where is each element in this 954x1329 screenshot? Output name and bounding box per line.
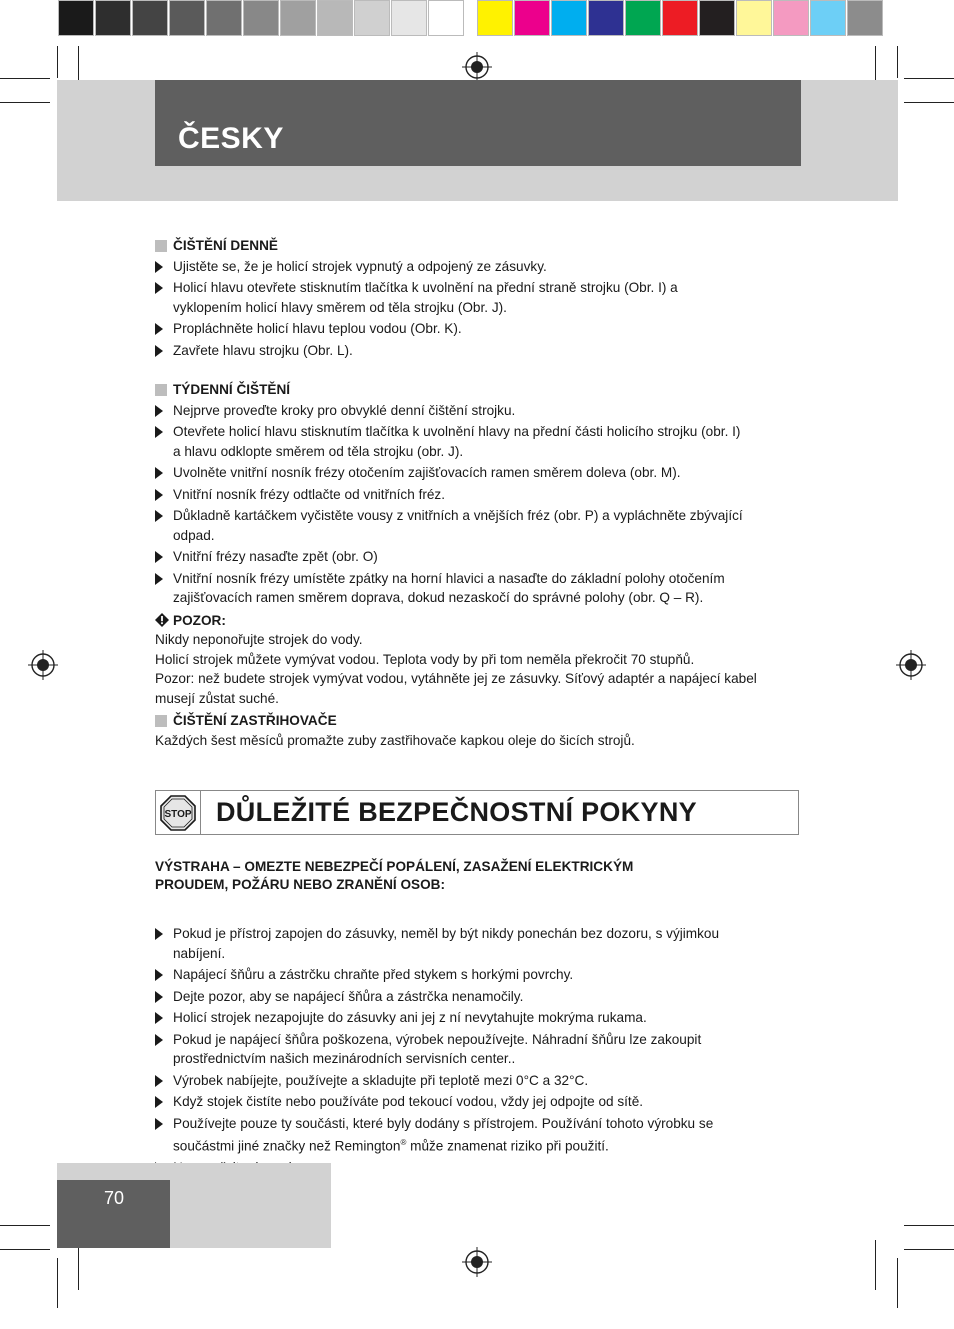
safety-warning: VÝSTRAHA – OMEZTE NEBEZPEČÍ POPÁLENÍ, ZASAŽENÍ ELEKTRICKÝM PROUDEM, POŽÁRU NEBO ZRANĚNÍ OSOB: <box>155 859 634 892</box>
color-swatch <box>428 0 464 36</box>
triangle-bullet-icon <box>155 1034 163 1046</box>
crop-mark <box>897 1258 898 1308</box>
color-swatch <box>169 0 205 36</box>
caution-text: musejí zůstat suché. <box>155 690 279 706</box>
color-swatch <box>773 0 809 36</box>
crop-mark <box>875 1240 876 1290</box>
color-swatch <box>662 0 698 36</box>
safety-instructions <box>155 858 805 1180</box>
triangle-bullet-icon <box>155 467 163 479</box>
triangle-bullet-icon <box>155 991 163 1003</box>
caution-text: Holicí strojek můžete vymývat vodou. Teplota vody by při tom neměla překročit 70 stupňů. <box>155 651 695 667</box>
square-bullet-icon <box>155 384 167 396</box>
trimmer-text: Každých šest měsíců promažte zuby zastřihovače kapkou oleje do šicích strojů. <box>155 732 635 748</box>
triangle-bullet-icon <box>155 282 163 294</box>
color-swatch <box>514 0 550 36</box>
list-item: Dejte pozor, aby se napájecí šňůra a zástrčka nenamočily. <box>155 987 805 1007</box>
section-heading-trimmer: ČIŠTĚNÍ ZASTŘIHOVAČE <box>155 711 805 731</box>
stop-sign-icon <box>158 793 198 833</box>
list-item: Když stojek čistíte nebo používáte pod tekoucí vodou, vždy jej odpojte od sítě. <box>155 1092 805 1112</box>
list-item: Pokud je přístroj zapojen do zásuvky, neměl by být nikdy ponechán bez dozoru, s výjimkou nabíjení. <box>155 924 805 963</box>
square-bullet-icon <box>155 715 167 727</box>
list-item: Vnitřní frézy nasaďte zpět (obr. O) <box>155 547 805 567</box>
triangle-bullet-icon <box>155 510 163 522</box>
triangle-bullet-icon <box>155 551 163 563</box>
section-heading-weekly: TÝDENNÍ ČIŠTĚNÍ <box>155 380 805 400</box>
list-item: Vnitřní nosník frézy umístěte zpátky na horní hlavici a nasaďte do základní polohy otočením zajišťovacích ramen směrem doprava, dokud nezaskočí do správné polohy (obr. Q – R). <box>155 569 805 608</box>
color-swatch <box>206 0 242 36</box>
registration-mark-icon <box>462 52 492 82</box>
list-item: Propláchněte holicí hlavu teplou vodou (Obr. K). <box>155 319 805 339</box>
stop-sign-label: STOP <box>164 809 192 820</box>
color-swatch <box>391 0 427 36</box>
warning-diamond-icon <box>155 613 169 627</box>
color-swatch <box>58 0 94 36</box>
triangle-bullet-icon <box>155 573 163 585</box>
section-heading-daily: ČIŠTĚNÍ DENNĚ <box>155 236 805 256</box>
square-bullet-icon <box>155 240 167 252</box>
list-item: Zavřete hlavu strojku (Obr. L). <box>155 341 805 361</box>
color-swatch <box>588 0 624 36</box>
list-item: Vnitřní nosník frézy odtlačte od vnitřních fréz. <box>155 485 805 505</box>
triangle-bullet-icon <box>155 1096 163 1108</box>
crop-mark <box>904 1249 954 1250</box>
color-swatch <box>477 0 513 36</box>
list-item: Používejte pouze ty součásti, které byly dodány s přístrojem. Používání tohoto výrobku se součástmi jiné značky než Remington® může znamenat riziko při použití. <box>155 1114 805 1157</box>
crop-mark <box>897 46 898 78</box>
color-swatch <box>354 0 390 36</box>
triangle-bullet-icon <box>155 323 163 335</box>
list-item: Napájecí šňůru a zástrčku chraňte před stykem s horkými povrchy. <box>155 965 805 985</box>
list-item: Otevřete holicí hlavu stisknutím tlačítka k uvolnění hlavy na přední části holicího strojku (obr. I) a hlavu odklopte směrem od těla strojku (obr. J). <box>155 422 805 461</box>
list-item: Holicí strojek nezapojujte do zásuvky ani jej z ní nevytahujte mokrýma rukama. <box>155 1008 805 1028</box>
color-swatch <box>317 0 353 36</box>
color-swatch <box>95 0 131 36</box>
caution-heading: POZOR: <box>155 611 805 631</box>
color-swatch <box>625 0 661 36</box>
color-swatch <box>736 0 772 36</box>
triangle-bullet-icon <box>155 928 163 940</box>
triangle-bullet-icon <box>155 426 163 438</box>
list-item: Důkladně kartáčkem vyčistěte vousy z vnitřních a vnějších fréz (obr. P) a vypláchněte zbývající odpad. <box>155 506 805 545</box>
color-swatch <box>243 0 279 36</box>
crop-mark <box>904 102 954 103</box>
triangle-bullet-icon <box>155 489 163 501</box>
safety-title: DŮLEŽITÉ BEZPEČNOSTNÍ POKYNY <box>216 797 697 827</box>
caution-text: Pozor: než budete strojek vymývat vodou, vytáhněte jej ze zásuvky. Síťový adaptér a napájecí kabel <box>155 671 757 686</box>
caution-text: Nikdy neponořujte strojek do vody. <box>155 632 363 647</box>
page-title: ČESKY <box>178 122 284 155</box>
safety-title-box <box>155 790 799 835</box>
color-swatch <box>132 0 168 36</box>
crop-mark <box>0 1225 50 1226</box>
triangle-bullet-icon <box>155 405 163 417</box>
list-item: Nejprve proveďte kroky pro obvyklé denní čištění strojku. <box>155 401 805 421</box>
crop-mark <box>57 1258 58 1308</box>
triangle-bullet-icon <box>155 1118 163 1130</box>
triangle-bullet-icon <box>155 969 163 981</box>
registration-mark-icon <box>896 650 926 680</box>
crop-mark <box>904 1225 954 1226</box>
color-swatch <box>280 0 316 36</box>
triangle-bullet-icon <box>155 345 163 357</box>
color-calibration-strip <box>58 0 884 38</box>
crop-mark <box>904 78 954 79</box>
list-item: Výrobek nabíjejte, používejte a skladujte při teplotě mezi 0°C a 32°C. <box>155 1071 805 1091</box>
list-item: Ujistěte se, že je holicí strojek vypnutý a odpojený ze zásuvky. <box>155 257 805 277</box>
triangle-bullet-icon <box>155 261 163 273</box>
crop-mark <box>57 46 58 78</box>
cleaning-instructions <box>155 236 805 750</box>
crop-mark <box>0 1249 50 1250</box>
crop-mark <box>0 78 50 79</box>
list-item: Uvolněte vnitřní nosník frézy otočením zajišťovacích ramen směrem doleva (obr. M). <box>155 463 805 483</box>
crop-mark <box>0 102 50 103</box>
page-number: 70 <box>104 1188 125 1208</box>
triangle-bullet-icon <box>155 1075 163 1087</box>
list-item: Pokud je napájecí šňůra poškozena, výrobek nepoužívejte. Náhradní šňůru lze zakoupit prostřednictvím našich mezinárodních servisních center.. <box>155 1030 805 1069</box>
color-swatch <box>847 0 883 36</box>
registration-mark-icon <box>462 1247 492 1277</box>
registration-mark-icon <box>28 650 58 680</box>
list-item: Holicí hlavu otevřete stisknutím tlačítka k uvolnění na přední straně strojku (Obr. I) a vyklopením holicí hlavy směrem od těla strojku (Obr. J). <box>155 278 805 317</box>
color-swatch <box>810 0 846 36</box>
triangle-bullet-icon <box>155 1012 163 1024</box>
color-swatch <box>551 0 587 36</box>
color-swatch <box>699 0 735 36</box>
